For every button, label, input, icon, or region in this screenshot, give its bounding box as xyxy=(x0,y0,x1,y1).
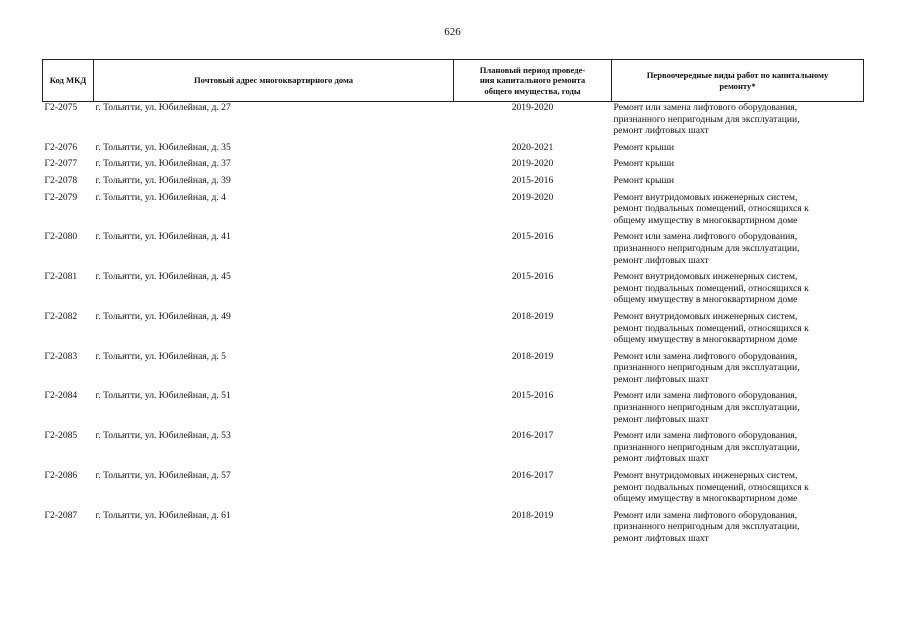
table-row xyxy=(43,102,864,142)
cell-works: Ремонт крыши xyxy=(613,141,674,153)
cell-works: Ремонт или замена лифтового оборудования, признанного непригодным для эксплуатации, ремонт лифтовых шахт xyxy=(613,390,800,425)
cell-period: 2015-2016 xyxy=(511,390,554,402)
table-row xyxy=(43,311,864,351)
cell-code: Г2-2087 xyxy=(44,509,78,521)
cell-code: Г2-2083 xyxy=(44,350,78,362)
cell-period: 2016-2017 xyxy=(511,470,554,482)
cell-period: 2019-2020 xyxy=(511,191,554,203)
table-row xyxy=(43,271,864,311)
cell-address: г. Тольятти, ул. Юбилейная, д. 41 xyxy=(95,231,231,243)
table-header-row xyxy=(43,60,864,102)
cell-works: Ремонт или замена лифтового оборудования, признанного непригодным для эксплуатации, ремонт лифтовых шахт xyxy=(613,350,800,385)
cell-code: Г2-2081 xyxy=(44,271,78,283)
cell-works: Ремонт или замена лифтового оборудования, признанного непригодным для эксплуатации, ремонт лифтовых шахт xyxy=(613,231,800,266)
cell-period: 2018-2019 xyxy=(511,310,554,322)
cell-works: Ремонт крыши xyxy=(613,158,674,170)
cell-works: Ремонт внутридомовых инженерных систем, ремонт подвальных помещений, относящихся к общему имуществу в многоквартирном доме xyxy=(613,310,809,346)
cell-period: 2015-2016 xyxy=(511,174,554,186)
cell-code: Г2-2079 xyxy=(44,191,78,203)
cell-code: Г2-2077 xyxy=(44,158,78,170)
table-row xyxy=(43,390,864,430)
table-row xyxy=(43,351,864,391)
cell-address: г. Тольятти, ул. Юбилейная, д. 57 xyxy=(95,470,231,482)
cell-works: Ремонт внутридомовых инженерных систем, ремонт подвальных помещений, относящихся к общему имуществу в многоквартирном доме xyxy=(613,470,809,505)
cell-code: Г2-2078 xyxy=(44,174,78,186)
cell-works: Ремонт или замена лифтового оборудования, признанного непригодным для эксплуатации, ремонт лифтовых шахт xyxy=(613,430,800,465)
cell-works: Ремонт внутридомовых инженерных систем, ремонт подвальных помещений, относящихся к общему имуществу в многоквартирном доме xyxy=(613,191,809,226)
cell-code: Г2-2075 xyxy=(44,102,78,113)
cell-period: 2015-2016 xyxy=(511,231,554,243)
cell-works: Ремонт внутридомовых инженерных систем, ремонт подвальных помещений, относящихся к общему имуществу в многоквартирном доме xyxy=(613,271,809,306)
cell-address: г. Тольятти, ул. Юбилейная, д. 51 xyxy=(95,390,231,402)
cell-address: г. Тольятти, ул. Юбилейная, д. 53 xyxy=(95,430,231,442)
cell-code: Г2-2082 xyxy=(44,310,78,322)
cell-period: 2019-2020 xyxy=(511,158,554,170)
table-row xyxy=(43,158,864,175)
table-row xyxy=(43,192,864,232)
cell-address: г. Тольятти, ул. Юбилейная, д. 5 xyxy=(95,350,226,362)
cell-works: Ремонт крыши xyxy=(613,174,674,186)
cell-address: г. Тольятти, ул. Юбилейная, д. 27 xyxy=(95,102,231,113)
table-row xyxy=(43,142,864,159)
cell-code: Г2-2084 xyxy=(44,390,78,402)
header-code: Код МКД xyxy=(43,60,94,102)
cell-code: Г2-2080 xyxy=(44,231,78,243)
cell-address: г. Тольятти, ул. Юбилейная, д. 35 xyxy=(95,141,231,153)
header-period: Плановый период проведе- ния капитального ремонта общего имущества, годы xyxy=(454,60,612,102)
cell-period: 2019-2020 xyxy=(511,102,554,113)
cell-works: Ремонт или замена лифтового оборудования, признанного непригодным для эксплуатации, ремонт лифтовых шахт xyxy=(613,102,800,137)
cell-address: г. Тольятти, ул. Юбилейная, д. 45 xyxy=(95,271,231,283)
cell-code: Г2-2085 xyxy=(44,430,78,442)
table-row xyxy=(43,510,864,550)
cell-period: 2020-2021 xyxy=(511,141,554,153)
table-row xyxy=(43,430,864,470)
cell-works: Ремонт или замена лифтового оборудования, признанного непригодным для эксплуатации, ремонт лифтовых шахт xyxy=(613,509,800,544)
table-row xyxy=(43,231,864,271)
cell-address: г. Тольятти, ул. Юбилейная, д. 61 xyxy=(95,509,231,521)
cell-address: г. Тольятти, ул. Юбилейная, д. 4 xyxy=(95,191,226,203)
cell-address: г. Тольятти, ул. Юбилейная, д. 39 xyxy=(95,174,231,186)
table-body xyxy=(43,102,864,550)
page-number: 626 xyxy=(444,26,461,38)
table-row xyxy=(43,175,864,192)
cell-code: Г2-2086 xyxy=(44,470,78,482)
cell-period: 2016-2017 xyxy=(511,430,554,442)
capital-repair-table xyxy=(42,59,864,550)
table-row xyxy=(43,470,864,510)
cell-address: г. Тольятти, ул. Юбилейная, д. 37 xyxy=(95,158,231,170)
cell-period: 2018-2019 xyxy=(511,350,554,362)
header-works: Первоочередные виды работ по капитальному ремонту* xyxy=(612,60,864,102)
header-address: Почтовый адрес многоквартирного дома xyxy=(94,60,454,102)
cell-period: 2015-2016 xyxy=(511,271,554,283)
cell-address: г. Тольятти, ул. Юбилейная, д. 49 xyxy=(95,310,231,322)
cell-period: 2018-2019 xyxy=(511,509,554,521)
cell-code: Г2-2076 xyxy=(44,141,78,153)
